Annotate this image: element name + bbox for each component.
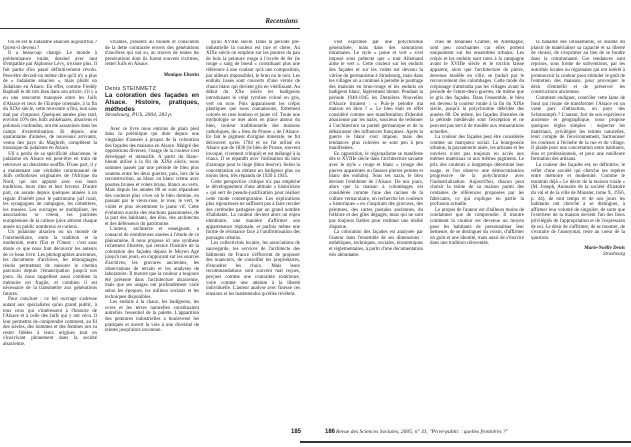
paragraph: ches de Johannes Cramer, en Allemagne, sont peu concluantes car elles portent uniquement sur les ensembles urbains. Les crépis et les enduits sont rares à la campagne avant le XVIIIe siècle et le torchis laissé apparent, alors que l'architecture de pierre, devenue modèle en ville, se traduit par le recouvrement des colombages. Cette mode du crépissage n'atteindra pas les villages avant la période de l'entre-deux-guerres, de même que le gris des façades. Dans l'ensemble, le bleu est devenu la couleur rurale à la fin du XIXe siècle, jusqu'à la polychromie débridée des années 80. De même, les façades illustrées de la période médiévale sont l'exception et ne peuvent pas servir de modèle aux restaurations actuelles.	[430, 40, 524, 135]
page-number-left: 185	[291, 429, 302, 435]
section-header: Recensions	[265, 17, 298, 25]
review-signature: Monique Ebstein	[163, 72, 199, 78]
journal-citation: Revue des Sciences Sociales, 2005, n° 33, "Privé-public : quelles frontières ?"	[336, 429, 508, 435]
paragraph: Les enduits à la chaux, les badigeons, les ocres et les terres naturelles constituaient autrefois l'essentiel de la palette. L'apparition des peintures industrielles a bouleversé les pratiques et ouvert la voie à une diversité de teintes jusqu'alors inconnue.	[105, 300, 199, 334]
column-1	[3, 40, 97, 422]
review-publication: Strasbourg, PUS, 2004, 283 p.	[105, 112, 173, 119]
page-number-right: 186	[325, 429, 336, 435]
footer-rule	[300, 441, 631, 443]
paragraph: Pour conclure : ce bel ouvrage s'adresse autant aux spécialistes qu'au grand public, à tous ceux qui s'intéressent à l'histoire de l'Alsace et à celle des Juifs qui y ont vécu. Il leur permettra de comprendre comment, au fil des siècles, des hommes et des femmes ont su rester fidèles à leurs origines tout en s'inscrivant pleinement dans la société alsacienne.	[3, 297, 97, 348]
paragraph: vivantes, présents au monde et conscients de la dette contractée envers des générations d'ancêtres qui ont su, au travers de toutes les persécutions dont ils furent souvent victimes, rester Juifs en Alsace.	[105, 40, 199, 68]
paragraph: Les collectivités locales, les associations de sauvegarde, les services de l'architecte des bâtiments de France s'efforcent de proposer des nuanciers, de conseiller les propriétaires, d'encadrer les choix. Mais leurs recommandations sont souvent mal reçues, perçues comme une contrainte extérieure, voire comme une atteinte à la liberté individuelle. L'auteur analyse avec finesse ces tensions et les malentendus qu'elles révèlent.	[206, 241, 300, 297]
paragraph: La couleur des façades peut être considérée comme un marqueur social. La bourgeoisie urbaine, la paysannerie aisée, les artisans et les ouvriers n'ont pas toujours eu accès aux mêmes matériaux ni aux mêmes pigments. Le prix des couleurs a longtemps déterminé leur usage, et l'on observe une démocratisation progressive de la polychromie avec l'industrialisation. Aujourd'hui, chacun peut choisir la teinte de sa maison parmi des centaines de références proposées par les fabricants, ce qui explique en partie la profusion actuelle.	[430, 135, 524, 208]
paragraph: Où en est le Judaïsme alsacien aujourd'hui ? Qu'est-il devenu ?	[3, 40, 97, 51]
review-title: La coloration des façades en Alsace. Histoire, pratiques, méthodes	[105, 92, 199, 114]
review-author: Denis STEINMETZ	[105, 85, 157, 92]
paragraph: En opposition, le régionalisme se manifeste dès le XVIIIe siècle dans l'architecture savante avec le style « rouge et blanc » (rouge des pierres apparentes ou fausses pierres peintes et blanc des enduits). Sous les nazis, le bleu devient l'emblème de l'Alsace. De nos jours, alors que la maison à colombages est considérée comme l'une des racines de la culture vernaculaire, on recherche les couleurs « historiques » en s'inspirant des gravures, des peintures, des cartes postales anciennes, du folklore et des gîtes dégagés, mais qui ne sont pas toujours fiables pour restituer une réalité disparue.	[329, 151, 423, 230]
paragraph: La couleur des façades est, en définitive, le reflet d'une société qui cherche ses repères entre mémoire et modernité. Comme le montrait déjà « Le décor de la maison rurale » (M. Joseph, Annuaire de la société d'histoire du val et de la ville de Munster, tome X, 1956, p. 44), de tout temps et de nos jours les habitants ont cherché à se distinguer, à affirmer leur volonté de singulier, de sorte que l'extérieur de la maison devient l'un des lieux privilégiés de l'appropriation et de l'expression de soi. Le désir de s'affirmer, de se montrer, de s'extraire de l'anonymat, reste au coeur de la question.	[531, 163, 625, 241]
paragraph: Cette perspective critique n'a pas empêché le développement d'une attitude « historiciste » qui sert de pseudo-justification pour réaliser cette mode contemporaine. Les explications plus rigoureuses ne suffisent pas à faire reculer des certitudes partagées par un grand nombre d'habitants. La couleur devient alors un enjeu identitaire, une manière d'affirmer son appartenance régionale, et parfois même une forme de résistance face à l'uniformisation des paysages urbains.	[206, 179, 300, 241]
paragraph: qu'au XVIIIe siècle. Dans la période pré-industrielle la couleur est rare et chère. Au XIXe siècle on emploie sur les poutres du pan de bois la peinture rouge à l'oxyde de fer (le rouge « sang de boeuf » constituant plus une référence à une couleur qu'à une composition, par ailleurs impossible), le brun ou le noir. Les enduits lissés sont couverts d'une vérole de chaux blanc qui devient gris en vieillissant. Au début du XXe siècle les badigeons introduisent le crépi tyrolien coloré en gris, vert ou ocre. Puis apparaissent les crépis plastiques que nous connaissons, fortement colorés en rose bonbon et jaune vif. Toute une mythologie se met alors en place autour du bleu, couleur traditionnelle des maisons catholiques, du « bleu de Prusse » de l'Alsace. En fait le pigment d'origine minérale, ne fut découvert qu'en 1704 et ne fut utilisé en Alsace que de 1836 (le bleu de Prusse, souvent invoqué, vivement critiqué) et est mélangé à la chaux. Il se répandit avec l'utilisation du bleu d'azurage pour le linge (bleu lessive). Selon la concentration on obtient un badigeon plus ou moins bleu, très répandu de 1920 à 1945.	[206, 40, 300, 180]
paragraph: S'il a perdu de sa spécificité alsacienne, le judaïsme en Alsace est peut-être en train de retrouver un deuxième souffle. D'une part, il y a maintenant une véritable communauté de Juifs orthodoxes originaires de l'Afrique du Nord, qui ont apporté avec eux leurs traditions, leurs rites et leur ferveur. D'autre part, on assiste depuis quelques années à un regain d'intérêt pour le patrimoine juif rural, les synagogues de campagne, les cimetières, les musées. Les ouvrages se multiplient, les associations se créent, les journées européennes de la culture juive attirent chaque année un public nombreux et curieux.	[3, 151, 97, 230]
column-4	[329, 40, 423, 422]
paragraph: s'est exprimée par une polychromie généralisée, mais dans des saturations minimales. Le style « jaune et vert » s'est imposé sous prétexte que « tout Allemand aime le vert ». Cette couleur sur les enduits des façades et sur les volets est devenu la vitrine du germanisme à Strasbourg, mais dans les villages on a continué à peindre le poutrage des maisons en brun-rouge et les enduits en badigeon blanc, légèrement bleuté. Pendant la période 1940-1945 les Dernières Nouvelles d'Alsace titraient : « Puis-je peindre ma maison en bleu ? ». Le bleu était en effet considéré comme une manifestation d'identité alsacienne par les nazis, soucieux de redonner à l'architecture sa pureté germanique et de la débarrasser des influences françaises. Après la guerre le blanc s'est imposé, mais des tendances plus colorées se sont peu à peu manifestées.	[329, 40, 423, 152]
paragraph: Avec ce livre nous entrons de plain pied dans la polémique qui dure depuis une vingtaine d'années à propos de la coloration des façades des maisons en Alsace. Malgré des oppositions diverses, l'usage de la couleur s'est développé et intensifié. A partir du blanc-bleuté utilisé à la fin du XIXe siècle, nous sommes passés par une période de bleu plus soutenu entre les deux guerres, puis, lors de la reconstruction, au blanc ou blanc crème avec poutres brunes et volets bruns, blancs ou verts. Mais depuis les années 80 se sont répandues des couleurs plus vives où le bleu domine, en passant par le vieux-rose, le rose, le vert, le violet et plus récemment le jaune vif. Cette évolution suscite des réactions passionnées, de la part des habitants, des élus, des architectes et des défenseurs du patrimoine.	[105, 126, 199, 227]
column-2	[105, 40, 199, 422]
column-5	[430, 40, 524, 422]
column-3	[206, 40, 300, 422]
column-6	[531, 40, 625, 422]
header-rule	[0, 28, 300, 29]
paragraph: la banalité des lotissements, se double du plaisir de matérialiser sa capacité et sa liberté de choisir, de s'exprimer au lieu de se fondre dans la communauté. Ces tendances sont reprises, sous forme de subventions, par les autorités locales ou régionales qui ont intérêt à promouvoir la couleur pour stimuler le goût de l'entretien des maisons, pour provoquer le désir d'embellir et de préserver les constructions anciennes.	[531, 40, 625, 96]
review-signature: Marie-Noëlle Denis	[584, 246, 625, 252]
paragraph: Il a beaucoup changé. Le monde à prédominance rurale, dessiné avec tant d'empathie par Alphonse Lévy, n'existe plus. Il fait partie d'un passé définitivement révolu. Peut-être devrait-on même dire qu'il n'y a plus de « Judaïsme alsacien », mais plutôt un Judaïsme en Alsace. En effet, comme Freddy Raphaël le dit très bien dans son article, s'il y a eu une rencontre manquée entre les Juifs d'Alsace et ceux de l'Europe orientale, à la fin du XIXe siècle, cette rencontre a fini, non sans mal par s'imposer. Quelques années plus tard, environ 10% des Juifs ashkénazes, alsaciens et polonais confondus, ont été assassinés dans les camps d'extermination. Et depuis une quarantaine d'années, de nouveaux arrivants, venus des pays du Maghreb, complètent la mosaïque du judaïsme en Alsace.	[3, 51, 97, 152]
paragraph: Le propos de l'auteur est d'ailleurs moins de condamner que de comprendre. Il montre comment la couleur est devenue un moyen pour les habitants de personnaliser leur demeure, de se distinguer du voisin, d'affirmer un goût et une identité, mais aussi de s'inscrire dans une tradition réinventée.	[430, 207, 524, 247]
review-heading	[105, 87, 199, 119]
paragraph: Un judaïsme alsacien ou un monde de l'intermédiaire, entre la tradition et la modernité, entre l'Est et l'Ouest : c'est sans doute ce que nous font découvrir les auteurs de ce beau livre. Les photographies anciennes, les documents d'archives, les témoignages réunis permettent de mesurer le chemin parcouru depuis l'émancipation jusqu'à nos jours. Ils nous rappellent aussi combien la mémoire est fragile, et combien il est nécessaire de la transmettre aux générations futures.	[3, 230, 97, 297]
paragraph: L'auteur, architecte et enseignant, a consacré de nombreuses années à l'étude de ce phénomène. Il nous propose ici une synthèse richement illustrée, qui retrace l'histoire de la coloration des façades depuis le Moyen Age jusqu'à nos jours, en s'appuyant sur les sources d'archives, les gravures anciennes, les observations de terrain et les analyses de laboratoire. Il montre que la couleur a toujours été présente dans l'architecture alsacienne, mais que ses usages ont profondément varié selon les époques, les milieux sociaux et les techniques disponibles.	[105, 227, 199, 300]
paragraph: Comment endiguer, contrôler cette lame de fond qui risque de transformer l'Alsace en un vaste parc d'attraction, un pays des Schtroumpfs ? L'auteur, fort de son expérience ancienne et géographique, nous propose quelques règles simples : respecter les matériaux, privilégier les teintes naturelles, tenir compte de l'environnement, harmoniser les couleurs à l'échelle de la rue et du village. Il plaide pour une concertation entre habitants, élus et professionnels, et pour une meilleure formation des artisans.	[531, 95, 625, 163]
paragraph: La coloration des façades est analysée par l'auteur dans l'ensemble de ses dimensions : esthétiques, techniques, sociales, économiques et réglementaires, à partir d'une documentation très abondante.	[329, 230, 423, 258]
review-signature-place: Strasbourg	[602, 251, 625, 257]
